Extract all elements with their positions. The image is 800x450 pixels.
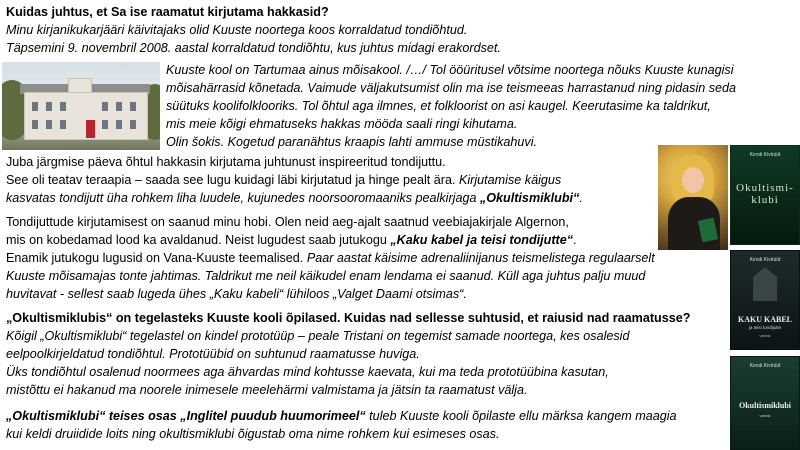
cover1-author: Kersti Kivirüüt — [749, 152, 781, 158]
hobby-line-3 — [6, 250, 655, 267]
book-cover-kaku-kabel — [730, 250, 800, 350]
book-title-kaku-kabel: „Kaku kabel ja teisi tondijutte“ — [390, 233, 574, 247]
story-line-3a: kasvatas tondijutt üha rohkem liha luudele, kujunedes noorsooromaaniks pealkirjaga — [6, 191, 480, 205]
question-heading: „Okultismiklubis“ on tegelasteks Kuuste kooli õpilased. Kuidas nad sellesse suhtusid, et raiusid nad raamatusse? — [6, 311, 691, 325]
book-title-inglitel: „Inglitel puudub huumorimeel“ — [180, 409, 366, 423]
intro-line-2: Täpsemini 9. novembril 2008. aastal korraldatud tondiõhtu, kus juhtus midagi erakordset. — [6, 41, 501, 55]
hobby-line-3b: Paar aastat käisime adrenaliinijanus teismelistega regulaarselt — [306, 251, 655, 265]
sequel-line-2: kui keldi druiidide loits ning okultismiklubi õigustab oma nime rohkem kui esimeses osas. — [6, 427, 500, 441]
chapel-illustration — [753, 267, 777, 301]
school-building-photo — [2, 62, 160, 150]
quote-line-1: Kuuste kool on Tartumaa ainus mõisakool. /…/ Tol ööüritusel võtsime noortega nõuks Kuuste kunagisi — [166, 63, 734, 77]
book-title-okultismiklubi: „Okultismiklubi“ — [479, 191, 580, 205]
answer-line-3: Üks tondiõhtul osalenud noormees aga ähvardas mind kohtusse kaevata, kui ma teda prototüübina kasutan, — [6, 365, 609, 379]
hobby-line-1: Tondijuttude kirjutamisest on saanud minu hobi. Olen neid aeg-ajalt saatnud veebiajakirjale Algernon, — [6, 215, 569, 229]
hobby-line-5: huvitavat - sellest saab lugeda ühes „Kaku kabeli“ lühiloos „Valget Daami otsimas“. — [6, 287, 467, 301]
hobby-line-2 — [6, 232, 577, 249]
cover2-subtitle: ja teisi tondijutte — [748, 325, 782, 330]
cover2-title: KAKU KABEL — [737, 315, 792, 324]
cover2-author: Kersti Kivirüüt — [749, 257, 781, 263]
book-cover-okultismiklubi — [730, 145, 800, 245]
cover3-publisher: varrak — [759, 413, 771, 418]
cover3-author: Kersti Kivirüüt — [749, 363, 781, 369]
hobby-line-4: Kuuste mõisamajas tonte jahtimas. Taldrikut me neil käikudel enam lendama ei saanud. Küll aga juhtus palju muud — [6, 269, 646, 283]
story-line-3c: . — [579, 191, 583, 205]
story-line-1: Juba järgmise päeva õhtul hakkasin kirjutama juhtunust inspireeritud tondijuttu. — [6, 155, 446, 169]
quote-line-5: Olin šokis. Kogetud paranähtus kraapis lahti ammuse müstikahuvi. — [166, 135, 537, 149]
hobby-line-3a: Enamik jutukogu lugusid on Vana-Kuuste teemalised. — [6, 251, 307, 265]
answer-line-1: Kõigil „Okultismiklubi“ tegelastel on kindel prototüüp – peale Tristani on tegemist samade noortega, kes osalesid — [6, 329, 630, 343]
book-cover-okultismiklubi-2 — [730, 356, 800, 450]
cover3-title: Okultismiklubi — [738, 401, 792, 410]
quote-line-4: mis meie kõigi ehmatuseks hakkas mööda saali ringi kihutama. — [166, 117, 518, 131]
hobby-line-2a: mis on kobedamad lood ka avaldanud. Neist lugudest saab jutukogu — [6, 233, 391, 247]
intro-line-1: Minu kirjanikukarjääri käivitajaks olid Kuuste noortega koos korraldatud tondiõhtud. — [6, 23, 468, 37]
story-line-3 — [6, 190, 583, 207]
quote-line-2: mõisahärrasid kõnetada. Vaimude väljakutsumist olin ma ise teismeeas harrastanud ning pidasin seda — [166, 81, 737, 95]
sequel-line-1 — [6, 408, 677, 425]
sequel-line-1a: „Okultismiklubi“ teises osas — [6, 409, 181, 423]
story-line-2b: Kirjutamise käigus — [458, 173, 562, 187]
story-line-2a: See oli teatav teraapia – saada see lugu kuidagi läbi kirjutatud ja hinge pealt ära. — [6, 173, 459, 187]
cover2-publisher: varrak — [759, 333, 771, 338]
author-photo — [658, 145, 728, 250]
cover1-title: Okultismi-klubi — [736, 182, 794, 206]
hobby-line-2c: . — [573, 233, 577, 247]
story-line-2 — [6, 172, 561, 189]
answer-line-4: mistõttu ei hakanud ma noorele inimesele meelehärmi valmistama ja jätsin ta raamatust välja. — [6, 383, 528, 397]
quote-line-3: süütuks koolifolklooriks. Tol õhtul aga ilmnes, et folkloorist on asi kaugel. Keerutasime ka taldrikut, — [166, 99, 711, 113]
sequel-line-1c: tuleb Kuuste kooli õpilaste ellu märksa kangem maagia — [365, 409, 677, 423]
answer-line-2: eelpoolkirjeldatud tondiõhtul. Prototüübid on suhtunud raamatusse huviga. — [6, 347, 420, 361]
page-heading: Kuidas juhtus, et Sa ise raamatut kirjutama hakkasid? — [6, 5, 329, 19]
